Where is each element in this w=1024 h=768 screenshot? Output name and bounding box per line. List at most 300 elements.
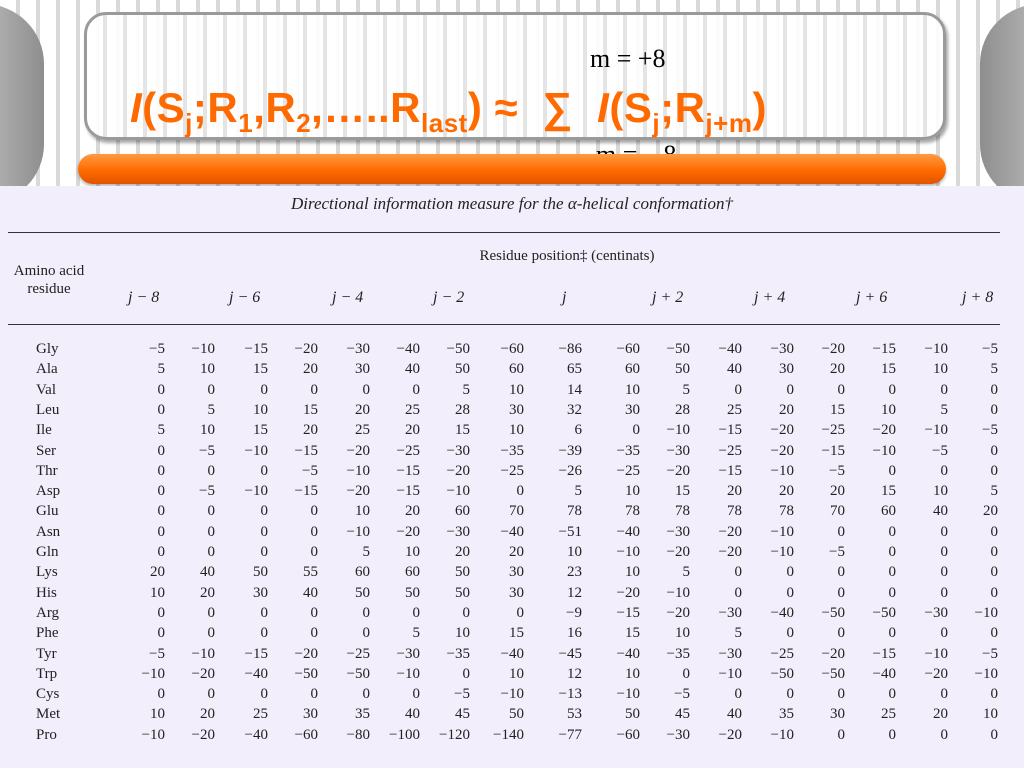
table-cell: −5 xyxy=(982,645,998,662)
table-cell: 0 xyxy=(734,564,742,581)
table-cell: 20 xyxy=(779,483,794,500)
table-cell: −50 xyxy=(294,665,318,682)
table-cell: 0 xyxy=(786,625,794,642)
table-cell: 0 xyxy=(260,503,268,520)
table-cell: −20 xyxy=(446,462,470,479)
table-cell: 65 xyxy=(567,361,582,378)
table-cell: 5 xyxy=(940,401,948,418)
table-cell: 20 xyxy=(509,544,524,560)
table-cell: 5 xyxy=(362,544,370,560)
table-cell: 10 xyxy=(625,381,640,398)
table-cell: −30 xyxy=(666,726,690,743)
table-cell: −10 xyxy=(446,483,470,500)
row-label: Pro xyxy=(36,726,57,743)
table-cell: 20 xyxy=(200,706,215,723)
table-cell: 10 xyxy=(150,584,165,601)
table-cell: −39 xyxy=(558,442,582,459)
table-cell: 0 xyxy=(260,625,268,642)
table-cell: 5 xyxy=(682,564,690,581)
table-cell: 0 xyxy=(362,604,370,621)
table-cell: −10 xyxy=(500,686,524,703)
table-cell: −30 xyxy=(770,341,794,357)
table-cell: −40 xyxy=(244,726,268,743)
table-cell: 0 xyxy=(888,726,896,743)
table-cell: 50 xyxy=(455,584,470,601)
table-cell: 0 xyxy=(786,381,794,398)
table-top-rule xyxy=(8,232,1000,233)
table-cell: 0 xyxy=(207,686,215,703)
table-cell: 30 xyxy=(509,401,524,418)
table-cell: 53 xyxy=(567,706,582,723)
table-cell: 50 xyxy=(253,564,268,581)
table-cell: −10 xyxy=(346,523,370,540)
table-cell: 30 xyxy=(509,564,524,581)
table-cell: −5 xyxy=(454,686,470,703)
table-cell: 25 xyxy=(253,706,268,723)
table-cell: 25 xyxy=(355,422,370,439)
table-cell: 20 xyxy=(405,422,420,439)
table-cell: 0 xyxy=(940,686,948,703)
table-cell: 0 xyxy=(412,604,420,621)
left-decorative-oval xyxy=(0,4,44,204)
table-cell: 10 xyxy=(625,665,640,682)
table-cell: 12 xyxy=(567,584,582,601)
table-cell: 20 xyxy=(303,361,318,378)
table-cell: 50 xyxy=(625,706,640,723)
column-header: j − 2 xyxy=(433,289,465,306)
table-cell: 40 xyxy=(405,706,420,723)
table-cell: −50 xyxy=(872,604,896,621)
table-cell: 0 xyxy=(940,564,948,581)
row-label: Phe xyxy=(36,625,59,642)
table-cell: −5 xyxy=(982,341,998,357)
table-cell: 10 xyxy=(200,361,215,378)
table-cell: 0 xyxy=(260,686,268,703)
table-cell: 15 xyxy=(881,361,896,378)
table-cell: −10 xyxy=(924,341,948,357)
table-cell: 0 xyxy=(888,381,896,398)
table-cell: 0 xyxy=(310,544,318,560)
table-cell: −50 xyxy=(446,341,470,357)
table-cell: 0 xyxy=(207,503,215,520)
table-cell: −10 xyxy=(666,584,690,601)
table-cell: −20 xyxy=(718,523,742,540)
table-cell: −25 xyxy=(770,645,794,662)
table-cell: −10 xyxy=(718,665,742,682)
table-cell: 60 xyxy=(405,564,420,581)
table-cell: −5 xyxy=(829,462,845,479)
table-cell: −15 xyxy=(872,645,896,662)
table-cell: 0 xyxy=(990,381,998,398)
table-cell: −20 xyxy=(770,442,794,459)
table-cell: 10 xyxy=(509,381,524,398)
table-cell: 20 xyxy=(405,503,420,520)
table-cell: 25 xyxy=(405,401,420,418)
table-cell: −10 xyxy=(141,726,165,743)
table-cell: 30 xyxy=(509,584,524,601)
table-cell: 0 xyxy=(207,604,215,621)
table-cell: −77 xyxy=(558,726,582,743)
table-cell: 15 xyxy=(675,483,690,500)
table-cell: 0 xyxy=(260,462,268,479)
table-cell: −5 xyxy=(829,544,845,560)
table-cell: 0 xyxy=(990,442,998,459)
table-cell: 10 xyxy=(675,625,690,642)
table-cell: 32 xyxy=(567,401,582,418)
table-cell: 50 xyxy=(455,564,470,581)
table-cell: 15 xyxy=(253,422,268,439)
table-cell: 78 xyxy=(567,503,582,520)
row-label: Leu xyxy=(36,401,60,418)
table-caption: Directional information measure for the α-helical conformation† xyxy=(290,194,734,213)
table-cell: 0 xyxy=(888,544,896,560)
table-cell: 0 xyxy=(888,523,896,540)
table-cell: 0 xyxy=(157,604,165,621)
table-cell: 0 xyxy=(990,726,998,743)
table-cell: 0 xyxy=(990,401,998,418)
table-cell: 5 xyxy=(990,483,998,500)
table-cell: −30 xyxy=(446,523,470,540)
table-cell: 0 xyxy=(207,381,215,398)
table-cell: 10 xyxy=(355,503,370,520)
table-cell: 12 xyxy=(567,665,582,682)
table-cell: −5 xyxy=(149,645,165,662)
table-cell: 0 xyxy=(734,584,742,601)
table-cell: 10 xyxy=(150,706,165,723)
table-cell: 20 xyxy=(150,564,165,581)
table-cell: 25 xyxy=(727,401,742,418)
table-cell: 0 xyxy=(157,625,165,642)
column-header: j + 6 xyxy=(856,289,888,306)
table-cell: 5 xyxy=(412,625,420,642)
table-cell: 0 xyxy=(682,665,690,682)
table-cell: 0 xyxy=(837,564,845,581)
table-cell: −100 xyxy=(389,726,420,743)
table-cell: −10 xyxy=(244,483,268,500)
table-cell: −20 xyxy=(821,341,845,357)
table-cell: 10 xyxy=(625,564,640,581)
column-header: j + 8 xyxy=(962,289,994,306)
table-cell: −30 xyxy=(346,341,370,357)
table-cell: 60 xyxy=(455,503,470,520)
table-cell: −10 xyxy=(191,341,215,357)
table-cell: 0 xyxy=(207,544,215,560)
table-cell: 0 xyxy=(888,686,896,703)
table-cell: −40 xyxy=(770,604,794,621)
table-cell: 40 xyxy=(405,361,420,378)
table-cell: 10 xyxy=(405,544,420,560)
table-cell: 15 xyxy=(509,625,524,642)
table-cell: 15 xyxy=(830,401,845,418)
table-cell: 0 xyxy=(157,401,165,418)
table-cell: 0 xyxy=(990,544,998,560)
row-label: Thr xyxy=(36,462,58,479)
table-cell: −50 xyxy=(346,665,370,682)
table-cell: 10 xyxy=(200,422,215,439)
table-cell: 0 xyxy=(310,523,318,540)
table-cell: 50 xyxy=(509,706,524,723)
table-cell: −15 xyxy=(616,604,640,621)
table-cell: 20 xyxy=(983,503,998,520)
table-cell: 5 xyxy=(157,361,165,378)
table-cell: −50 xyxy=(821,665,845,682)
row-label: Ser xyxy=(36,442,56,459)
table-cell: −15 xyxy=(872,341,896,357)
table-cell: −30 xyxy=(718,604,742,621)
table-cell: 0 xyxy=(462,665,470,682)
table-cell: −20 xyxy=(616,584,640,601)
table-cell: −35 xyxy=(666,645,690,662)
table-cell: −30 xyxy=(666,442,690,459)
table-cell: 10 xyxy=(933,483,948,500)
table-cell: −15 xyxy=(396,462,420,479)
table-cell: 10 xyxy=(455,625,470,642)
table-cell: 10 xyxy=(509,422,524,439)
table-cell: −15 xyxy=(821,442,845,459)
table-cell: 0 xyxy=(157,686,165,703)
table-cell: 15 xyxy=(303,401,318,418)
table-cell: −20 xyxy=(666,462,690,479)
table-cell: 10 xyxy=(881,401,896,418)
table-cell: −10 xyxy=(191,645,215,662)
table-cell: 40 xyxy=(727,361,742,378)
table-cell: 55 xyxy=(303,564,318,581)
table-cell: 0 xyxy=(837,381,845,398)
table-cell: −40 xyxy=(500,523,524,540)
row-label: Lys xyxy=(36,564,58,581)
table-cell: 0 xyxy=(362,625,370,642)
column-header: j − 6 xyxy=(229,289,261,306)
table-cell: 0 xyxy=(786,584,794,601)
table-cell: 20 xyxy=(830,361,845,378)
table-cell: 15 xyxy=(625,625,640,642)
table-cell: 45 xyxy=(455,706,470,723)
table-cell: 0 xyxy=(260,381,268,398)
table-cell: 0 xyxy=(260,604,268,621)
table-cell: 5 xyxy=(682,381,690,398)
table-cell: −51 xyxy=(558,523,582,540)
table-cell: −20 xyxy=(666,544,690,560)
table-cell: 0 xyxy=(734,686,742,703)
table-cell: −40 xyxy=(244,665,268,682)
table-cell: 10 xyxy=(933,361,948,378)
table-cell: −20 xyxy=(396,523,420,540)
table-cell: −120 xyxy=(439,726,470,743)
table-cell: 0 xyxy=(157,523,165,540)
table-cell: 0 xyxy=(412,381,420,398)
table-cell: 0 xyxy=(837,686,845,703)
row-label: Gly xyxy=(36,341,59,357)
table-cell: 0 xyxy=(990,523,998,540)
row-header: Amino acid residue xyxy=(13,263,85,297)
table-cell: 0 xyxy=(990,564,998,581)
row-label: Asp xyxy=(36,483,61,500)
table-cell: 5 xyxy=(157,422,165,439)
table-cell: −40 xyxy=(500,645,524,662)
row-label: Trp xyxy=(36,665,58,682)
table-cell: 70 xyxy=(509,503,524,520)
table-cell: 60 xyxy=(355,564,370,581)
table-cell: 5 xyxy=(990,361,998,378)
table-cell: 0 xyxy=(310,625,318,642)
table-cell: −20 xyxy=(191,726,215,743)
table-cell: 70 xyxy=(830,503,845,520)
table-cell: −20 xyxy=(718,544,742,560)
table-cell: 0 xyxy=(516,604,524,621)
table-cell: 15 xyxy=(881,483,896,500)
table-cell: 40 xyxy=(727,706,742,723)
table-header-rule xyxy=(8,324,1000,325)
table-cell: 14 xyxy=(567,381,582,398)
table-cell: −86 xyxy=(558,341,582,357)
table-cell: 30 xyxy=(625,401,640,418)
orange-divider-bar xyxy=(78,154,946,184)
table-cell: 20 xyxy=(200,584,215,601)
table-cell: 0 xyxy=(837,523,845,540)
table-cell: 16 xyxy=(567,625,582,642)
column-header: j xyxy=(562,289,567,306)
table-cell: 0 xyxy=(940,544,948,560)
table-cell: 10 xyxy=(983,706,998,723)
table-cell: 50 xyxy=(455,361,470,378)
table-cell: 0 xyxy=(888,584,896,601)
table-cell: 15 xyxy=(455,422,470,439)
table-cell: −5 xyxy=(199,483,215,500)
sum-upper-limit: m = +8 xyxy=(590,44,666,73)
group-header: Residue position‡ (centinats) xyxy=(479,248,655,264)
table-cell: 20 xyxy=(455,544,470,560)
table-cell: 40 xyxy=(933,503,948,520)
table-cell: −20 xyxy=(346,483,370,500)
table-cell: 78 xyxy=(675,503,690,520)
table-cell: −15 xyxy=(718,422,742,439)
table-cell: 10 xyxy=(625,483,640,500)
table-cell: 50 xyxy=(675,361,690,378)
table-cell: −30 xyxy=(924,604,948,621)
table-cell: −10 xyxy=(396,665,420,682)
table-cell: −15 xyxy=(294,483,318,500)
table-cell: 0 xyxy=(990,686,998,703)
table-cell: 25 xyxy=(881,706,896,723)
table-cell: 0 xyxy=(157,381,165,398)
table-cell: 0 xyxy=(207,523,215,540)
table-cell: 0 xyxy=(786,686,794,703)
table-cell: 20 xyxy=(727,483,742,500)
table-cell: −35 xyxy=(500,442,524,459)
table-cell: 30 xyxy=(253,584,268,601)
column-header: j − 8 xyxy=(128,289,160,306)
table-cell: −26 xyxy=(558,462,582,479)
table-cell: −5 xyxy=(302,462,318,479)
table-cell: 23 xyxy=(567,564,582,581)
table-cell: −10 xyxy=(770,523,794,540)
table-cell: 15 xyxy=(253,361,268,378)
right-decorative-oval xyxy=(980,4,1024,204)
table-cell: 0 xyxy=(157,483,165,500)
table-cell: −5 xyxy=(932,442,948,459)
table-cell: 0 xyxy=(940,523,948,540)
table-cell: 10 xyxy=(253,401,268,418)
table-cell: −9 xyxy=(566,604,582,621)
table-cell: 0 xyxy=(940,625,948,642)
row-label: Ile xyxy=(36,422,52,439)
table-cell: 35 xyxy=(355,706,370,723)
table-cell: 40 xyxy=(303,584,318,601)
table-cell: −60 xyxy=(616,726,640,743)
table-cell: 60 xyxy=(625,361,640,378)
table-cell: −20 xyxy=(294,341,318,357)
table-cell: −25 xyxy=(396,442,420,459)
table-cell: −30 xyxy=(718,645,742,662)
table-cell: 5 xyxy=(574,483,582,500)
table-cell: −10 xyxy=(616,686,640,703)
table-cell: −50 xyxy=(821,604,845,621)
table-cell: 0 xyxy=(362,381,370,398)
table-cell: −5 xyxy=(674,686,690,703)
table-cell: −25 xyxy=(500,462,524,479)
table-cell: 0 xyxy=(362,686,370,703)
table-cell: 10 xyxy=(567,544,582,560)
table-cell: 45 xyxy=(675,706,690,723)
table-cell: −10 xyxy=(770,462,794,479)
table-cell: 0 xyxy=(310,686,318,703)
table-cell: −20 xyxy=(191,665,215,682)
table-cell: −15 xyxy=(718,462,742,479)
table-cell: 0 xyxy=(157,544,165,560)
table-cell: −15 xyxy=(244,645,268,662)
row-label: Glu xyxy=(36,503,59,520)
column-header: j + 4 xyxy=(754,289,786,306)
table-cell: 5 xyxy=(462,381,470,398)
table-cell: 20 xyxy=(303,422,318,439)
table-cell: −20 xyxy=(294,645,318,662)
table-cell: 30 xyxy=(355,361,370,378)
formula: $I(S_j;R_1,R_2,\dots..R_{last})$ ≈ ∑ $I(S_j;R_{j+m})$ xyxy=(130,84,767,138)
table-cell: −20 xyxy=(666,604,690,621)
table-cell: 0 xyxy=(888,625,896,642)
table-cell: 0 xyxy=(940,584,948,601)
table-cell: −10 xyxy=(346,462,370,479)
table-cell: −50 xyxy=(770,665,794,682)
table-cell: −40 xyxy=(872,665,896,682)
table-cell: −10 xyxy=(924,422,948,439)
table-cell: 78 xyxy=(727,503,742,520)
table-cell: 0 xyxy=(837,726,845,743)
table-cell: −25 xyxy=(616,462,640,479)
table-cell: −5 xyxy=(199,442,215,459)
table-cell: 50 xyxy=(355,584,370,601)
table-cell: −5 xyxy=(149,341,165,357)
table-cell: −20 xyxy=(346,442,370,459)
table-cell: 0 xyxy=(734,381,742,398)
row-label: Ala xyxy=(36,361,58,378)
table-cell: 50 xyxy=(405,584,420,601)
table-cell: 0 xyxy=(207,462,215,479)
table-cell: −25 xyxy=(718,442,742,459)
table-cell: 60 xyxy=(881,503,896,520)
table-cell: 0 xyxy=(157,503,165,520)
table-cell: −40 xyxy=(616,645,640,662)
table-cell: −40 xyxy=(396,341,420,357)
table-cell: 0 xyxy=(207,625,215,642)
table-cell: 0 xyxy=(516,483,524,500)
table-cell: −15 xyxy=(396,483,420,500)
table-cell: −15 xyxy=(244,341,268,357)
table-cell: 5 xyxy=(207,401,215,418)
table-cell: 35 xyxy=(779,706,794,723)
table-cell: −10 xyxy=(924,645,948,662)
table-cell: 0 xyxy=(462,604,470,621)
